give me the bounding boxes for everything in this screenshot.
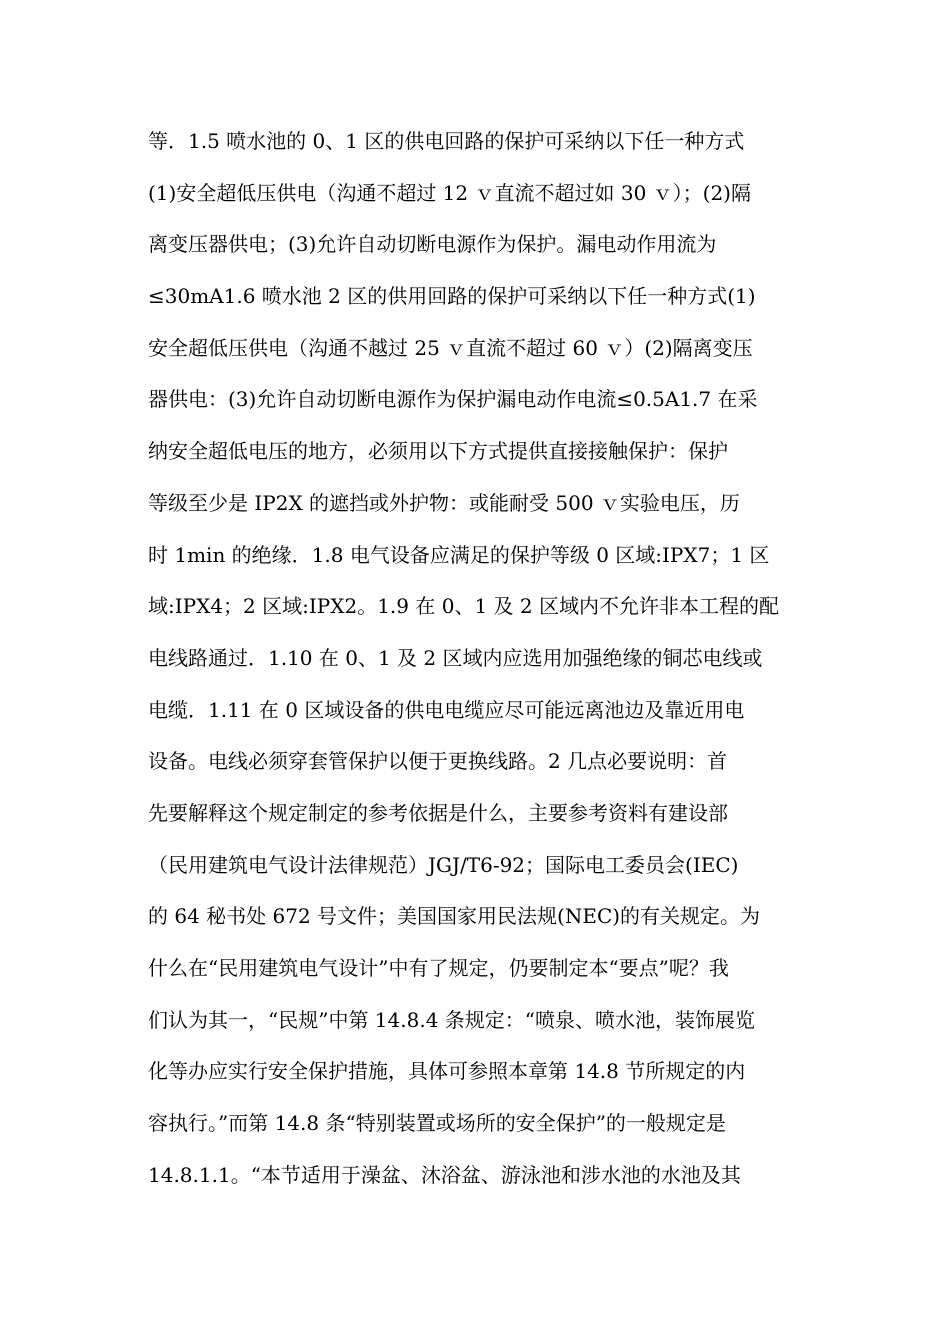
text-line: 等级至少是 IP2X 的遮挡或外护物：或能耐受 500 ｖ实验电压，历 [148,490,740,515]
text-line: 们认为其一，“民规”中第 14.8.4 条规定：“喷泉、喷水池，装饰展览 [148,1007,756,1032]
text-line: ≤30mA1.6 喷水池 2 区的供用回路的保护可采纳以下任一种方式(1) [148,284,756,309]
text-line: 电缆．1.11 在 0 区域设备的供电电缆应尽可能远离池边及靠近用电 [148,697,745,722]
text-line: 器供电：(3)允许自动切断电源作为保护漏电动作电流≤0.5A1.7 在采 [148,387,758,412]
text-line: 先要解释这个规定制定的参考依据是什么，主要参考资料有建设部 [148,800,728,825]
text-line: 离变压器供电；(3)允许自动切断电源作为保护。漏电动作用流为 [148,232,717,257]
body-text [148,116,808,1201]
text-line: 容执行。”而第 14.8 条“特别装置或场所的安全保护”的一般规定是 [148,1111,726,1136]
text-line: 设备。电线必须穿套管保护以便于更换线路。2 几点必要说明：首 [148,749,728,774]
text-line: （民用建筑电气设计法律规范）JGJ/T6-92；国际电工委员会(IEC) [148,852,739,877]
text-line: 14.8.1.1。“本节适用于澡盆、沐浴盆、游泳池和涉水池的水池及其 [148,1162,741,1187]
text-line: 化等办应实行安全保护措施，具体可参照本章第 14.8 节所规定的内 [148,1059,746,1084]
text-line: (1)安全超低压供电（沟通不超过 12 ｖ直流不超过如 30 ｖ）；(2)隔 [148,180,751,205]
text-line: 域:IPX4；2 区域:IPX2。1.9 在 0、1 及 2 区域内不允许非本工程的配 [148,594,779,619]
text-line: 等．1.5 喷水池的 0、1 区的供电回路的保护可采纳以下任一种方式 [148,129,745,153]
text-line: 纳安全超低电压的地方，必须用以下方式提供直接接触保护：保护 [148,439,728,464]
text-line: 电线路通过．1.10 在 0、1 及 2 区域内应选用加强绝缘的铜芯电线或 [148,645,763,670]
text-line: 的 64 秘书处 672 号文件；美国国家用民法规(NEC)的有关规定。为 [148,904,761,929]
text-line: 安全超低压供电（沟通不越过 25 ｖ直流不超过 60 ｖ）(2)隔离变压 [148,335,753,360]
text-line: 什么在“民用建筑电气设计”中有了规定，仍要制定本“要点”呢？我 [148,956,729,980]
text-line: 时 1min 的绝缘．1.8 电气设备应满足的保护等级 0 区域:IPX7；1 区 [148,542,770,567]
